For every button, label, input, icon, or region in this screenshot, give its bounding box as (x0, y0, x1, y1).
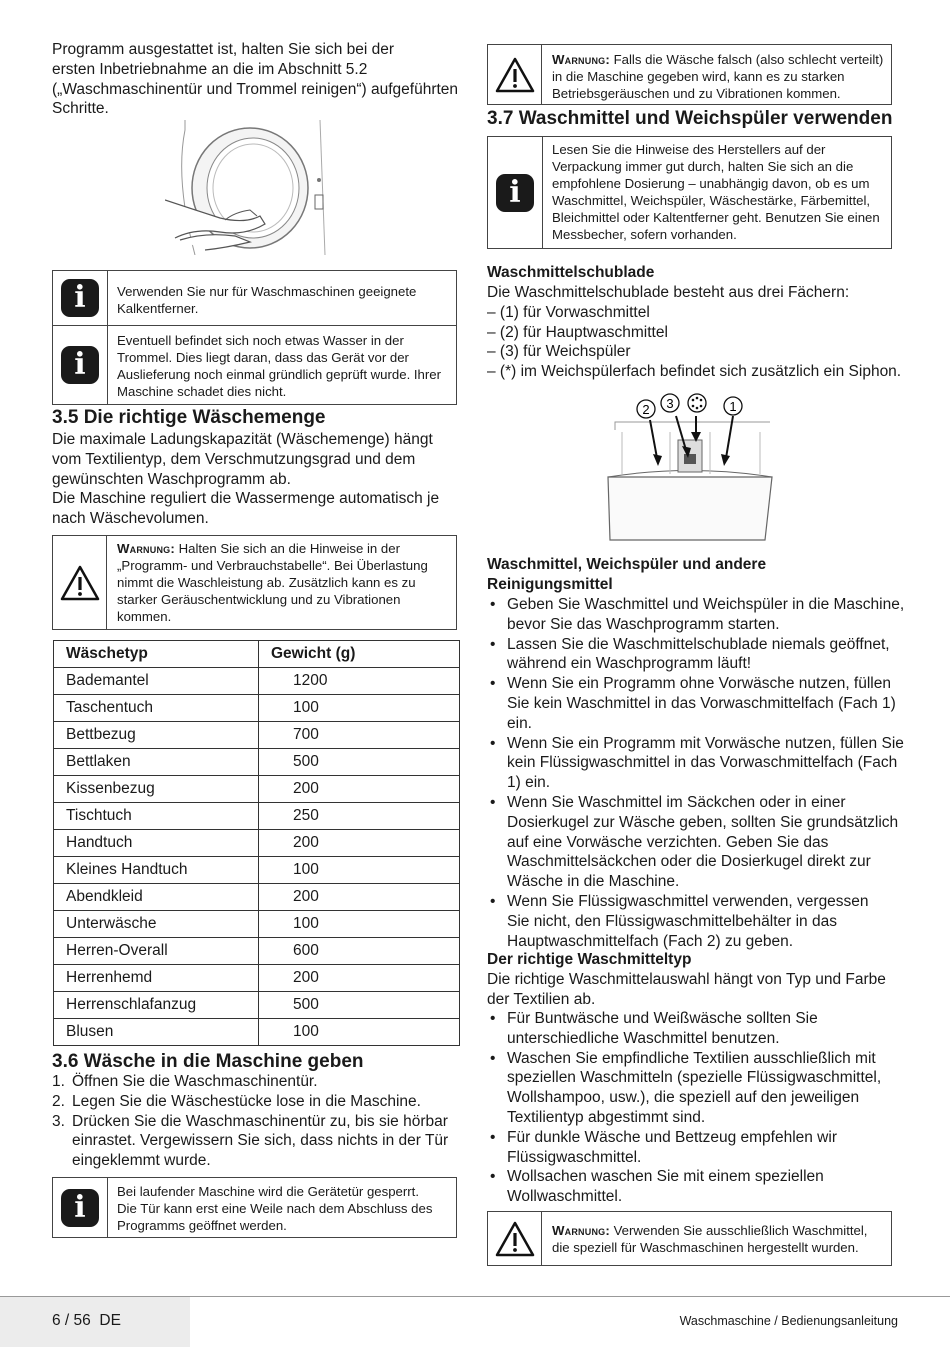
warning-icon (495, 1221, 535, 1257)
info-icon-cell (53, 271, 108, 325)
table-row (54, 668, 460, 695)
table-row (54, 938, 460, 965)
door-cleaning-illustration (165, 120, 345, 255)
table-header-row (54, 641, 460, 668)
info-icon: i (61, 1189, 99, 1227)
cell-weight: 200 (259, 884, 460, 911)
info-icon: i (61, 279, 99, 317)
detergent-bullet-list (487, 595, 907, 951)
cell-weight: 200 (259, 776, 460, 803)
diagram-label-2: 2 (642, 402, 650, 417)
info-box-descaler (52, 270, 457, 326)
cell-weight: 100 (259, 857, 460, 884)
warning-box-distribution (487, 44, 892, 105)
laundry-weight-table-wrap (53, 640, 460, 1046)
drawer-heading: Waschmittelschublade (487, 264, 655, 281)
info-icon-cell (53, 326, 108, 404)
info-text-door-lock: Bei laufender Maschine wird die Gerätetür gesperrt. Die Tür kann erst eine Weile nach dem Abschluss des Programms geöffnet werden. (117, 1184, 433, 1233)
cell-weight: 1200 (259, 668, 460, 695)
cell-laundry-type: Handtuch (54, 830, 259, 857)
cell-laundry-type: Herren-Overall (54, 938, 259, 965)
list-item: • Wenn Sie Flüssigwaschmittel verwenden, vergessen Sie nicht, den Flüssigwaschmittelbehälter in das Hauptwaschmittelfach (Fach 2) zu geben. (487, 892, 907, 951)
cell-laundry-type: Blusen (54, 1019, 259, 1046)
table-row (54, 884, 460, 911)
drawer-description: Die Waschmittelschublade besteht aus drei Fächern: – (1) für Vorwaschmittel – (2) für Hauptwaschmittel – (3) für Weichspüler – (*) im Weichspülerfach befindet sich zusätzlich ein Siphon. (487, 284, 902, 381)
cell-laundry-type: Abendkleid (54, 884, 259, 911)
list-item: • Für dunkle Wäsche und Bettzeug empfehlen wir Flüssigwaschmittel. (487, 1128, 907, 1168)
detergent-type-heading: Der richtige Waschmitteltyp (487, 951, 692, 968)
list-item: • Geben Sie Waschmittel und Weichspüler in die Maschine, bevor Sie das Waschprogramm starten. (487, 595, 907, 635)
cell-laundry-type: Taschentuch (54, 695, 259, 722)
cell-weight: 200 (259, 965, 460, 992)
list-item: 1. Öffnen Sie die Waschmaschinentür. (52, 1073, 318, 1090)
table-row (54, 857, 460, 884)
list-item: • Wenn Sie ein Programm mit Vorwäsche nutzen, füllen Sie kein Flüssigwaschmittel in das Vorwaschmittelfach (Fach 1) ein. (487, 734, 907, 793)
cell-weight: 200 (259, 830, 460, 857)
warning-icon-cell (488, 1212, 542, 1265)
info-icon: i (61, 346, 99, 384)
table-row (54, 803, 460, 830)
info-text-residual-water: Eventuell befindet sich noch etwas Wasser in der Trommel. Dies liegt daran, dass das Gerät vor der Auslieferung noch einmal gründlich geprüft wurde. Ihrer Maschine schadet dies nicht. (117, 333, 442, 399)
table-header-type: Wäschetyp (54, 641, 259, 668)
info-text-descaler: Verwenden Sie nur für Waschmaschinen geeignete Kalkentferner. (117, 284, 417, 316)
cell-laundry-type: Bettlaken (54, 749, 259, 776)
cell-laundry-type: Bademantel (54, 668, 259, 695)
list-item: • Wenn Sie Waschmittel im Säckchen oder in einer Dosierkugel zur Wäsche geben, sollten Sie grundsätzlich auf eine Vorwäsche verzichten. Geben Sie das Waschmittelsäckchen oder die Dosierkugel direkt zur Wäsche in die Maschine. (487, 793, 907, 892)
detergent-heading: Waschmittel, Weichspüler und andere Reinigungsmittel (487, 556, 767, 593)
info-icon-cell (53, 1178, 108, 1237)
info-text-dosage: Lesen Sie die Hinweise des Herstellers auf der Verpackung immer gut durch, halten Sie sich an die empfohlene Dosierung – unabhängig davon, ob es um Waschmittel, Weichspüler, Wäschestärke, Färbemittel, Bleichmittel oder Kaltentferner geht. Benutzen Sie einen Messbecher, sofern vorhanden. (552, 142, 880, 242)
table-row (54, 830, 460, 857)
list-item: • Lassen Sie die Waschmittelschublade niemals geöffnet, während ein Waschprogramm läuft! (487, 635, 907, 675)
table-row (54, 992, 460, 1019)
cell-weight: 700 (259, 722, 460, 749)
warning-text-distribution: Warnung: Falls die Wäsche falsch (also schlecht verteilt) in die Maschine gegeben wird, kann es zu starken Betriebsgeräuschen und zu Vibrationen kommen. (552, 52, 884, 101)
table-row (54, 965, 460, 992)
cell-laundry-type: Kleines Handtuch (54, 857, 259, 884)
warning-text-overload: Warnung: Halten Sie sich an die Hinweise in der „Programm- und Verbrauchstabelle“. Bei Überlastung nimmt die Waschleistung ab. Zusätzlich kann es zu starker Geräuschentwicklung und zu Vibrationen kommen. (117, 541, 428, 624)
section-3-5-heading: 3.5 Die richtige Wäschemenge (52, 407, 326, 428)
laundry-weight-table (53, 640, 460, 1046)
info-box-door-lock (52, 1177, 457, 1238)
footer-page-number: 6 / 56 DE (52, 1312, 121, 1329)
cell-weight: 250 (259, 803, 460, 830)
info-box-dosage (487, 136, 892, 249)
table-row (54, 695, 460, 722)
list-item: 3. Drücken Sie die Waschmaschinentür zu, bis sie hörbar einrastet. Vergewissern Sie sich, dass nichts in der Tür eingeklemmt wurde. (52, 1112, 449, 1170)
cell-weight: 600 (259, 938, 460, 965)
table-row (54, 776, 460, 803)
cell-laundry-type: Kissenbezug (54, 776, 259, 803)
detergent-drawer-diagram (600, 392, 780, 542)
diagram-label-3: 3 (666, 396, 674, 411)
cell-laundry-type: Herrenschlafanzug (54, 992, 259, 1019)
info-icon-cell (488, 137, 543, 248)
table-row (54, 749, 460, 776)
footer-document-title: Waschmaschine / Bedienungsanleitung (679, 1314, 898, 1328)
cell-weight: 100 (259, 695, 460, 722)
section-3-5-text: Die maximale Ladungskapazität (Wäschemenge) hängt vom Textilientyp, dem Verschmutzungsgrad und dem gewünschten Waschprogramm ab. Die Maschine reguliert die Wassermenge automatisch je nach Wäschevolumen. (52, 431, 440, 528)
cell-laundry-type: Tischtuch (54, 803, 259, 830)
cell-weight: 500 (259, 749, 460, 776)
warning-icon (495, 57, 535, 93)
list-item: • Für Buntwäsche und Weißwäsche sollten Sie unterschiedliche Waschmittel benutzen. (487, 1009, 907, 1049)
section-3-7-heading: 3.7 Waschmittel und Weichspüler verwenden (487, 108, 893, 129)
list-item: • Waschen Sie empfindliche Textilien ausschließlich mit speziellen Waschmitteln (spezielle Flüssigwaschmittel, Wollshampoo, usw.), die speziell auf den jeweiligen Textilientyp abgestimmt sind. (487, 1049, 907, 1128)
detergent-type-intro: Die richtige Waschmittelauswahl hängt von Typ und Farbe der Textilien ab. (487, 971, 886, 1008)
cell-laundry-type: Herrenhemd (54, 965, 259, 992)
table-row (54, 722, 460, 749)
diagram-label-1: 1 (729, 399, 737, 414)
warning-icon (60, 565, 100, 601)
info-icon: i (496, 174, 534, 212)
cell-laundry-type: Bettbezug (54, 722, 259, 749)
warning-icon-cell (53, 536, 107, 629)
table-row (54, 1019, 460, 1046)
info-box-residual-water (52, 325, 457, 405)
cell-laundry-type: Unterwäsche (54, 911, 259, 938)
warning-box-overload (52, 535, 457, 630)
steps-list (52, 1072, 472, 1171)
cell-weight: 100 (259, 911, 460, 938)
table-row (54, 911, 460, 938)
warning-icon-cell (488, 45, 542, 104)
section-3-6-heading: 3.6 Wäsche in die Maschine geben (52, 1051, 364, 1072)
detergent-type-bullet-list (487, 1009, 907, 1207)
warning-box-detergent-only (487, 1211, 892, 1266)
cell-weight: 100 (259, 1019, 460, 1046)
list-item: 2. Legen Sie die Wäschestücke lose in die Maschine. (52, 1092, 421, 1110)
intro-paragraph: Programm ausgestattet ist, halten Sie sich bei der ersten Inbetriebnahme an die im Abschnitt 5.2 („Waschmaschinentür und Trommel reinigen“) aufgeführten Schritte. (52, 41, 459, 118)
cell-weight: 500 (259, 992, 460, 1019)
list-item: • Wenn Sie ein Programm ohne Vorwäsche nutzen, füllen Sie kein Waschmittel in das Vorwaschmittelfach (Fach 1) ein. (487, 674, 907, 733)
table-header-weight: Gewicht (g) (259, 641, 460, 668)
warning-text-detergent-only: Warnung: Verwenden Sie ausschließlich Waschmittel, die speziell für Waschmaschinen hergestellt wurden. (552, 1223, 868, 1255)
list-item: • Wollsachen waschen Sie mit einem speziellen Wollwaschmittel. (487, 1167, 907, 1207)
